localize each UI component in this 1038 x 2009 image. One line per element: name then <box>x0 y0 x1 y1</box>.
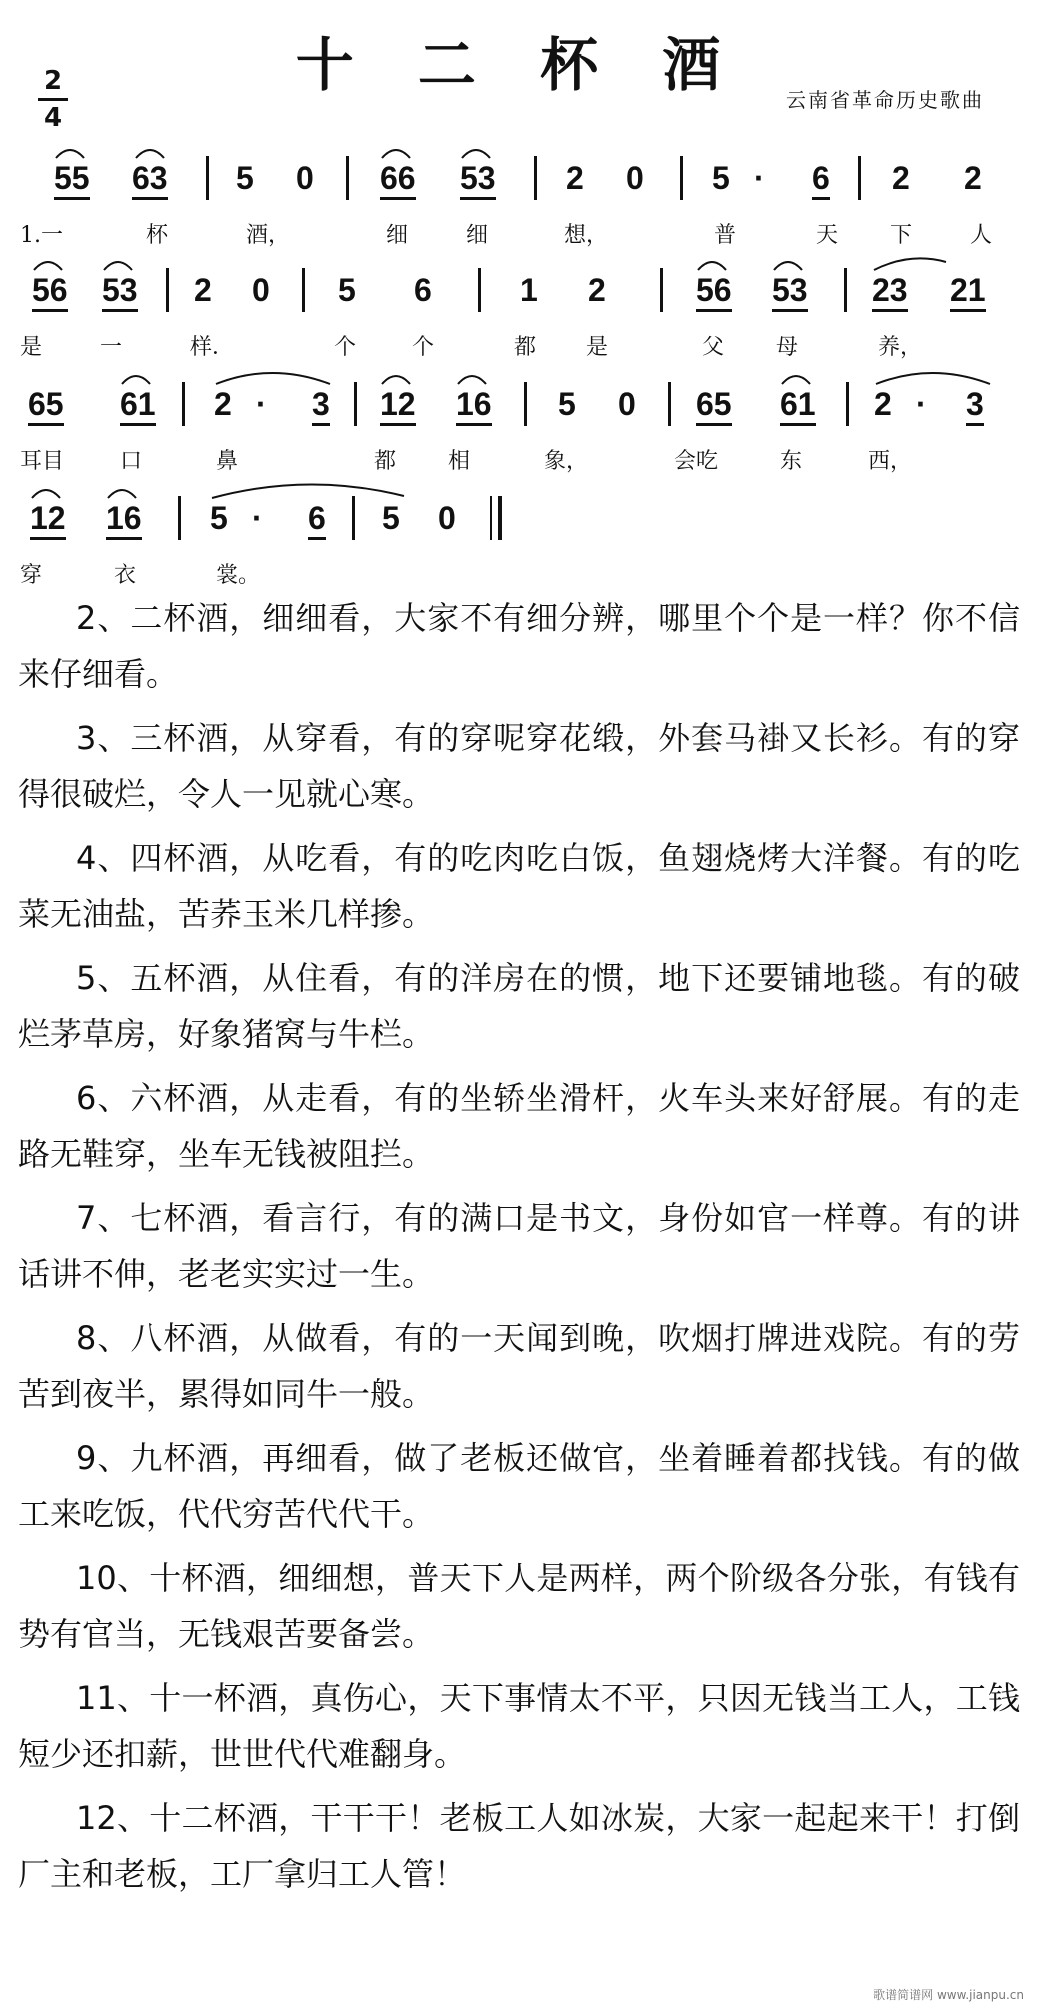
barline <box>178 496 181 540</box>
lyric-syllable: 杯 <box>146 223 169 248</box>
note: 0 <box>438 500 456 536</box>
note-group: 61 <box>780 386 816 426</box>
verse-paragraph: 9、九杯酒，再细看，做了老板还做官，坐着睡着都找钱。有的做工来吃饭，代代穷苦代代干。 <box>18 1439 1020 1533</box>
note-group: 66 <box>380 160 416 200</box>
verse-list <box>18 590 1020 1910</box>
song-subtitle: 云南省革命历史歌曲 <box>786 88 984 112</box>
barline <box>206 156 209 200</box>
time-signature <box>38 66 68 133</box>
note: 2 <box>874 386 892 422</box>
lyric-syllable: 普 <box>714 223 737 248</box>
verse-paragraph: 12、十二杯酒，干干干！老板工人如冰炭，大家一起起来干！打倒厂主和老板，工厂拿归工人管！ <box>18 1799 1020 1893</box>
verse-paragraph: 6、六杯酒，从走看，有的坐轿坐滑杆，火车头来好舒展。有的走路无鞋穿，坐车无钱被阻拦。 <box>18 1079 1020 1173</box>
verse-paragraph: 3、三杯酒，从穿看，有的穿呢穿花缎，外套马褂又长衫。有的穿得很破烂，令人一见就心寒。 <box>18 719 1020 813</box>
slur-arc <box>376 142 536 160</box>
note-group: 53 <box>772 272 808 312</box>
site-watermark: 歌谱简谱网 www.jianpu.cn <box>873 1988 1024 2002</box>
note-group: 16 <box>106 500 142 540</box>
barline <box>534 156 537 200</box>
note: 5 <box>210 500 228 536</box>
score-row-2 <box>0 250 1038 370</box>
note-group: 56 <box>696 272 732 312</box>
barline <box>660 268 663 312</box>
note: 2 <box>892 160 910 196</box>
lyric-syllable: 都 <box>514 335 537 360</box>
song-title: 十 二 杯 酒 <box>295 31 743 99</box>
note: 2 <box>588 272 606 308</box>
note: 5 <box>712 160 730 196</box>
note-group: 61 <box>120 386 156 426</box>
note: 3 <box>966 386 984 426</box>
lyric-syllable: 细 <box>386 223 409 248</box>
notation-line <box>20 156 1018 206</box>
slur-arc <box>776 368 826 386</box>
verse-paragraph: 11、十一杯酒，真伤心，天下事情太不平，只因无钱当工人，工钱短少还扣薪，世世代代难翻身。 <box>18 1679 1020 1773</box>
lyric-syllable: 1.一 <box>20 223 63 248</box>
note: 5 <box>236 160 254 196</box>
lyric-syllable: 一 <box>100 335 123 360</box>
note-group: 65 <box>696 386 732 426</box>
lyric-syllable: 细 <box>466 223 489 248</box>
note-group: 21 <box>950 272 986 312</box>
lyric-syllable: 象， <box>544 449 589 474</box>
barline <box>166 268 169 312</box>
barline <box>182 382 185 426</box>
lyrics-line <box>20 218 1018 250</box>
slur-arc <box>208 478 408 502</box>
note: 0 <box>296 160 314 196</box>
barline <box>346 156 349 200</box>
verse-paragraph: 5、五杯酒，从住看，有的洋房在的惯，地下还要铺地毯。有的破烂茅草房，好象猪窝与牛栏。 <box>18 959 1020 1053</box>
notation-line <box>20 496 1018 546</box>
lyric-syllable: 下 <box>890 223 913 248</box>
note-group: 56 <box>32 272 68 312</box>
slur-arc <box>28 254 178 272</box>
note-group: 12 <box>30 500 66 540</box>
slur-arc <box>376 368 506 386</box>
lyric-syllable: 会吃 <box>674 449 719 474</box>
note: 2 <box>566 160 584 196</box>
barline <box>680 156 683 200</box>
time-signature-top: 2 <box>43 66 63 96</box>
barline <box>858 156 861 200</box>
augmentation-dot: · <box>256 386 267 422</box>
note-group: 12 <box>380 386 416 426</box>
note: 6 <box>414 272 432 308</box>
verse-paragraph: 8、八杯酒，从做看，有的一天闻到晚，吹烟打牌进戏院。有的劳苦到夜半，累得如同牛一般。 <box>18 1319 1020 1413</box>
lyric-syllable: 是 <box>20 335 43 360</box>
note: 6 <box>308 500 326 540</box>
lyric-syllable: 个 <box>412 335 435 360</box>
notation-line <box>20 382 1018 432</box>
note-group: 65 <box>28 386 64 426</box>
lyric-syllable: 耳目 <box>20 449 65 474</box>
lyric-syllable: 是 <box>586 335 609 360</box>
note: 2 <box>194 272 212 308</box>
note-group: 53 <box>460 160 496 200</box>
note: 2 <box>964 160 982 196</box>
note-group: 16 <box>456 386 492 426</box>
lyric-syllable: 相 <box>448 449 471 474</box>
verse-paragraph: 7、七杯酒，看言行，有的满口是书文，身份如官一样尊。有的讲话讲不伸，老老实实过一生。 <box>18 1199 1020 1293</box>
slur-arc <box>692 254 1022 272</box>
verse-paragraph: 10、十杯酒，细细想，普天下人是两样，两个阶级各分张，有钱有势有官当，无钱艰苦要备尝。 <box>18 1559 1020 1653</box>
note-group: 55 <box>54 160 90 200</box>
barline <box>354 382 357 426</box>
lyric-syllable: 鼻 <box>216 449 239 474</box>
lyric-syllable: 样． <box>190 335 235 360</box>
note: 2 <box>214 386 232 422</box>
score-row-3 <box>0 364 1038 484</box>
barline <box>302 268 305 312</box>
augmentation-dot: · <box>252 500 263 536</box>
lyrics-line <box>20 330 1018 362</box>
note-group: 63 <box>132 160 168 200</box>
barline <box>352 496 355 540</box>
slur-arc <box>50 142 210 160</box>
slur-arc <box>212 366 342 388</box>
augmentation-dot: · <box>916 386 927 422</box>
lyric-syllable: 口 <box>120 449 143 474</box>
lyric-syllable: 都 <box>374 449 397 474</box>
lyric-syllable: 母 <box>776 335 799 360</box>
barline <box>478 268 481 312</box>
time-signature-bottom: 4 <box>43 103 63 133</box>
score-row-4 <box>0 478 1038 598</box>
note: 5 <box>558 386 576 422</box>
barline <box>524 382 527 426</box>
lyric-syllable: 人 <box>970 223 993 248</box>
final-barline-thin <box>490 496 492 540</box>
note: 3 <box>312 386 330 426</box>
note: 0 <box>626 160 644 196</box>
note: 1 <box>520 272 538 308</box>
lyric-syllable: 父 <box>702 335 725 360</box>
lyric-syllable: 西， <box>868 449 913 474</box>
time-signature-line <box>38 98 68 101</box>
note: 0 <box>252 272 270 308</box>
barline <box>668 382 671 426</box>
note: 0 <box>618 386 636 422</box>
barline <box>844 268 847 312</box>
verse-paragraph: 4、四杯酒，从吃看，有的吃肉吃白饭，鱼翅烧烤大洋餐。有的吃菜无油盐，苦荞玉米几样掺。 <box>18 839 1020 933</box>
note: 5 <box>338 272 356 308</box>
verse-paragraph: 2、二杯酒，细细看，大家不有细分辨，哪里个个是一样？你不信来仔细看。 <box>18 599 1020 693</box>
note-group: 23 <box>872 272 908 312</box>
lyric-syllable: 天 <box>816 223 839 248</box>
note-group: 53 <box>102 272 138 312</box>
note: 5 <box>382 500 400 536</box>
slur-arc <box>116 368 166 386</box>
score-row-1 <box>0 138 1038 258</box>
notation-line <box>20 268 1018 318</box>
final-barline-thick <box>498 496 502 540</box>
lyric-syllable: 东 <box>780 449 803 474</box>
slur-arc <box>872 366 1002 388</box>
barline <box>846 382 849 426</box>
lyric-syllable: 想， <box>564 223 609 248</box>
lyric-syllable: 衣 <box>114 563 137 588</box>
lyric-syllable: 养， <box>878 335 923 360</box>
lyric-syllable: 个 <box>334 335 357 360</box>
lyric-syllable: 酒， <box>246 223 291 248</box>
lyric-syllable: 穿 <box>20 563 43 588</box>
augmentation-dot: · <box>754 160 765 196</box>
slur-arc <box>26 482 156 500</box>
lyric-syllable: 裳。 <box>216 563 261 588</box>
note: 6 <box>812 160 830 200</box>
lyrics-line <box>20 444 1018 476</box>
lyrics-line <box>20 558 1018 590</box>
